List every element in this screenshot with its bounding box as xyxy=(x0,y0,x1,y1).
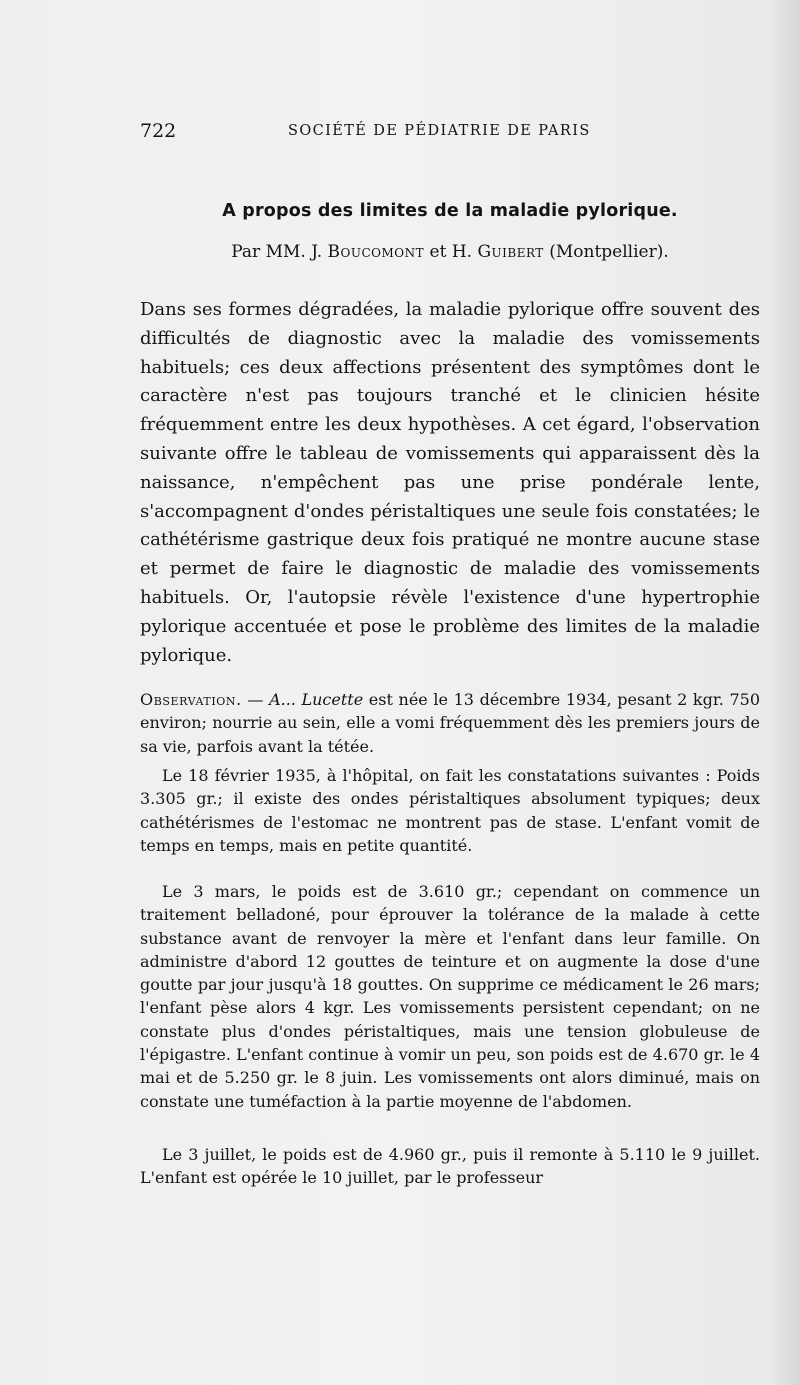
observation-text: est née le 13 décembre 1934, pesant 2 kgr. 750 environ; nourrie au sein, elle a vomi fréquemment dès les premiers jours de sa vie, parfois avant la tétée. xyxy=(140,690,760,756)
author-name: Guibert xyxy=(477,242,544,262)
observation-paragraph: Le 3 juillet, le poids est de 4.960 gr., puis il remonte à 5.110 le 9 juillet. L'enfant est opérée le 10 juillet, par le professeur xyxy=(140,1145,760,1188)
observation-paragraph: Le 18 février 1935, à l'hôpital, on fait les constatations suivantes : Poids 3.305 gr.; il existe des ondes péristaltiques absolument typiques; deux cathétérismes de l'estomac ne montrent pas de stase. L'enfant vomit de temps en temps, mais en petite quantité. xyxy=(140,766,760,855)
author-affiliation: (Montpellier). xyxy=(549,242,669,262)
observation-dash: — xyxy=(241,690,270,709)
author-prefix: Par MM. J. xyxy=(231,242,323,262)
article-title: A propos des limites de la maladie pylorique. xyxy=(222,201,678,221)
running-head: SOCIÉTÉ DE PÉDIATRIE DE PARIS xyxy=(288,123,591,139)
author-name: Boucomont xyxy=(327,242,425,262)
observation-label: Observation. xyxy=(140,690,242,709)
observation-paragraph: Le 3 mars, le poids est de 3.610 gr.; cependant on commence un traitement belladoné, pour éprouver la tolérance de la malade à cette substance avant de renvoyer la mère et l'enfant dans leur famille. On administre d'abord 12 gouttes de teinture et on augmente la dose d'une goutte par jour jusqu'à 18 gouttes. On supprime ce médicament le 26 mars; l'enfant pèse alors 4 kgr. Les vomissements persistent cependant; on ne constate plus d'ondes péristaltiques, mais une tension globuleuse de l'épigastre. L'enfant continue à vomir un peu, son poids est de 4.670 gr. le 4 mai et de 5.250 gr. le 8 juin. Les vomissements ont alors diminué, mais on constate une tuméfaction à la partie moyenne de l'abdomen. xyxy=(140,882,760,1111)
patient-name: A... Lucette xyxy=(269,690,364,709)
abstract-paragraph: Dans ses formes dégradées, la maladie pylorique offre souvent des difficultés de diagnostic avec la maladie des vomissements habituels; ces deux affections présentent des symptômes dont le caractère n'est pas toujours tranché et le clinicien hésite fréquemment entre les deux hypothèses. A cet égard, l'observation suivante offre le tableau de vomissements qui apparaissent dès la naissance, n'empêchent pas une prise pondérale lente, s'accompagnent d'ondes péristaltiques une seule fois constatées; le cathétérisme gastrique deux fois pratiqué ne montre aucune stase et permet de faire le diagnostic de maladie des vomissements habituels. Or, l'autopsie révèle l'existence d'une hypertrophie pylorique accentuée et pose le problème des limites de la maladie pylorique. xyxy=(140,299,760,666)
observation-paragraph xyxy=(140,688,760,758)
author-conjunction: et H. xyxy=(429,242,473,262)
author-line xyxy=(140,242,760,262)
page-number: 722 xyxy=(140,120,177,142)
page-header xyxy=(140,120,760,148)
